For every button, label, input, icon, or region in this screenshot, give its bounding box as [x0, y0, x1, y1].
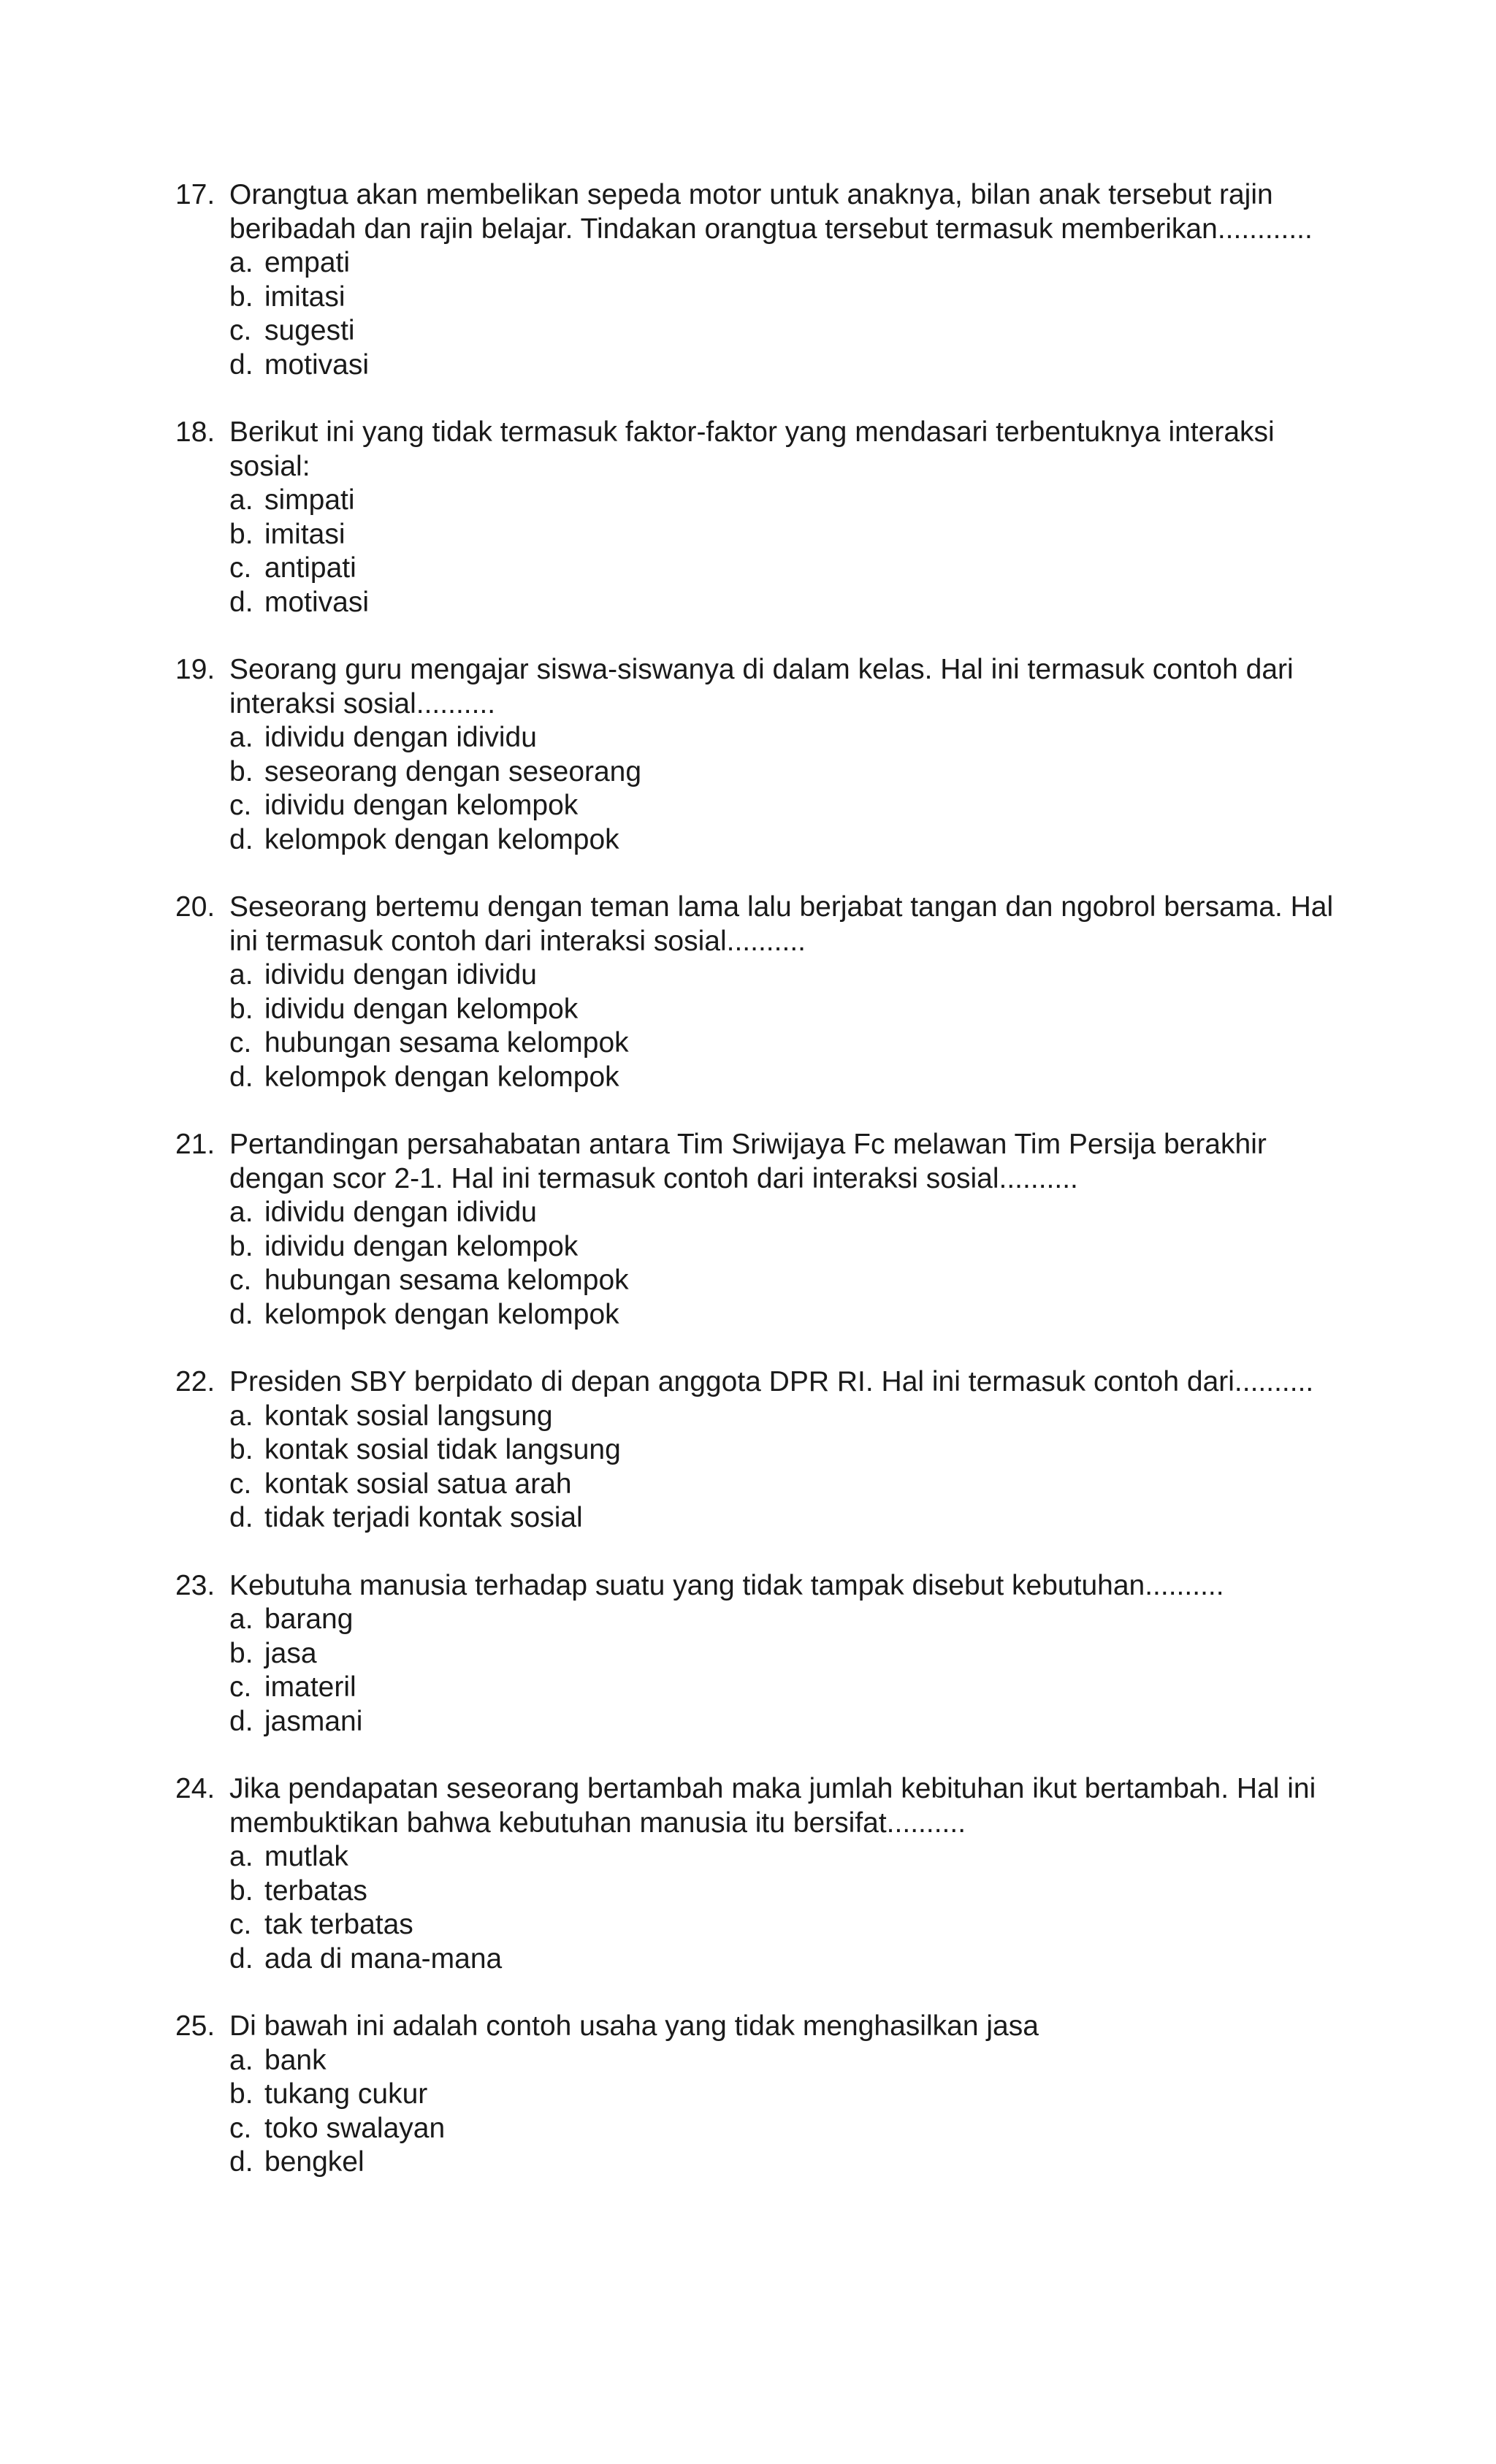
- question-text: Berikut ini yang tidak termasuk faktor-faktor yang mendasari terbentuknya interaksi sosial:: [229, 416, 1275, 482]
- option-c: [229, 1908, 1359, 1942]
- option-c: [229, 1264, 1359, 1298]
- option-text: hubungan sesama kelompok: [264, 1265, 629, 1296]
- option-b: [229, 1874, 1359, 1909]
- question-number: 25.: [175, 2010, 215, 2042]
- option-a: [229, 958, 1359, 993]
- option-list: [229, 1840, 1359, 1976]
- question-number: 17.: [175, 179, 215, 210]
- option-text: idividu dengan idividu: [264, 959, 537, 991]
- question-text: Presiden SBY berpidato di depan anggota DPR RI. Hal ini termasuk contoh dari..........: [229, 1366, 1314, 1397]
- option-text: bengkel: [264, 2146, 365, 2178]
- option-letter: d.: [229, 1298, 253, 1330]
- option-b: [229, 1637, 1359, 1671]
- option-letter: a.: [229, 1603, 253, 1635]
- question-number: 23.: [175, 1569, 215, 1601]
- option-text: kelompok dengan kelompok: [264, 1298, 619, 1330]
- question-22: [175, 1365, 1359, 1536]
- option-letter: c.: [229, 552, 252, 584]
- option-letter: a.: [229, 1841, 253, 1872]
- option-letter: b.: [229, 1230, 253, 1262]
- option-text: tak terbatas: [264, 1909, 413, 1940]
- question-number: 24.: [175, 1773, 215, 1804]
- option-letter: a.: [229, 1197, 253, 1228]
- option-b: [229, 1230, 1359, 1265]
- option-text: tukang cukur: [264, 2078, 428, 2110]
- option-text: terbatas: [264, 1874, 367, 1907]
- option-letter: b.: [229, 2078, 253, 2110]
- option-list: [229, 1400, 1359, 1536]
- option-letter: d.: [229, 1502, 253, 1533]
- option-b: [229, 281, 1359, 315]
- option-a: [229, 721, 1359, 755]
- option-letter: a.: [229, 2044, 253, 2076]
- option-letter: c.: [229, 790, 252, 821]
- option-text: simpati: [264, 484, 355, 516]
- option-d: [229, 1501, 1359, 1536]
- question-text: Seseorang bertemu dengan teman lama lalu berjabat tangan dan ngobrol bersama. Hal ini termasuk contoh dari interaksi sosial..........: [229, 891, 1334, 957]
- option-text: idividu dengan idividu: [264, 722, 537, 753]
- option-c: [229, 2112, 1359, 2146]
- option-d: [229, 2145, 1359, 2180]
- option-text: hubungan sesama kelompok: [264, 1027, 629, 1059]
- option-b: [229, 993, 1359, 1027]
- option-letter: a.: [229, 1400, 253, 1432]
- option-b: [229, 1433, 1359, 1468]
- question-text: Jika pendapatan seseorang bertambah maka jumlah kebituhan ikut bertambah. Hal ini membuktikan bahwa kebutuhan manusia itu bersifat..........: [229, 1773, 1316, 1839]
- option-c: [229, 1468, 1359, 1502]
- option-c: [229, 552, 1359, 586]
- option-text: sugesti: [264, 315, 355, 346]
- question-20: [175, 890, 1359, 1094]
- option-letter: d.: [229, 348, 253, 381]
- option-list: [229, 246, 1359, 382]
- option-d: [229, 348, 1359, 383]
- option-letter: a.: [229, 484, 253, 516]
- option-text: empati: [264, 247, 351, 278]
- option-text: kontak sosial tidak langsung: [264, 1434, 621, 1465]
- option-text: toko swalayan: [264, 2112, 446, 2144]
- option-letter: a.: [229, 247, 253, 278]
- option-a: [229, 246, 1359, 281]
- option-letter: b.: [229, 755, 253, 787]
- question-21: [175, 1128, 1359, 1332]
- option-text: mutlak: [264, 1841, 348, 1872]
- option-d: [229, 1942, 1359, 1977]
- option-text: jasmani: [264, 1705, 363, 1737]
- option-b: [229, 2078, 1359, 2112]
- option-letter: a.: [229, 959, 253, 991]
- option-text: imateril: [264, 1671, 356, 1703]
- option-d: [229, 1298, 1359, 1332]
- question-number: 22.: [175, 1366, 215, 1397]
- option-text: kelompok dengan kelompok: [264, 1061, 619, 1093]
- option-text: tidak terjadi kontak sosial: [264, 1502, 583, 1533]
- option-text: kontak sosial satua arah: [264, 1468, 572, 1500]
- option-letter: c.: [229, 1265, 252, 1296]
- option-letter: c.: [229, 1909, 252, 1940]
- option-text: jasa: [264, 1637, 317, 1669]
- option-letter: b.: [229, 1637, 253, 1669]
- question-text: Seorang guru mengajar siswa-siswanya di dalam kelas. Hal ini termasuk contoh dari interaksi sosial..........: [229, 654, 1294, 720]
- question-number: 21.: [175, 1129, 215, 1160]
- question-text: Di bawah ini adalah contoh usaha yang tidak menghasilkan jasa: [229, 2010, 1039, 2042]
- question-19: [175, 653, 1359, 857]
- option-list: [229, 1196, 1359, 1332]
- option-text: ada di mana-mana: [264, 1942, 503, 1975]
- question-text: Orangtua akan membelikan sepeda motor untuk anaknya, bilan anak tersebut rajin beribadah dan rajin belajar. Tindakan orangtua tersebut termasuk memberikan............: [229, 179, 1313, 245]
- option-a: [229, 2044, 1359, 2078]
- option-letter: d.: [229, 2146, 253, 2178]
- question-17: [175, 178, 1359, 382]
- option-letter: c.: [229, 1027, 252, 1059]
- option-letter: c.: [229, 2112, 252, 2144]
- option-a: [229, 1400, 1359, 1434]
- option-c: [229, 1671, 1359, 1705]
- option-text: motivasi: [264, 348, 370, 381]
- option-a: [229, 1603, 1359, 1637]
- question-25: [175, 2010, 1359, 2180]
- question-list: [175, 178, 1359, 2213]
- option-text: imitasi: [264, 518, 346, 550]
- option-letter: c.: [229, 315, 252, 346]
- option-text: idividu dengan kelompok: [264, 790, 579, 821]
- option-letter: d.: [229, 1705, 253, 1737]
- question-24: [175, 1772, 1359, 1976]
- question-number: 19.: [175, 654, 215, 685]
- option-letter: d.: [229, 1942, 253, 1975]
- question-text: Kebutuha manusia terhadap suatu yang tidak tampak disebut kebutuhan..........: [229, 1569, 1224, 1601]
- option-text: idividu dengan kelompok: [264, 1230, 579, 1262]
- option-c: [229, 789, 1359, 823]
- option-letter: b.: [229, 993, 253, 1025]
- option-d: [229, 586, 1359, 620]
- option-letter: b.: [229, 1874, 253, 1907]
- option-list: [229, 484, 1359, 619]
- option-d: [229, 1061, 1359, 1095]
- question-18: [175, 416, 1359, 619]
- option-list: [229, 721, 1359, 857]
- option-letter: d.: [229, 586, 253, 618]
- option-text: motivasi: [264, 586, 370, 618]
- option-text: idividu dengan idividu: [264, 1197, 537, 1228]
- option-a: [229, 1840, 1359, 1874]
- question-23: [175, 1569, 1359, 1739]
- option-letter: a.: [229, 722, 253, 753]
- option-text: seseorang dengan seseorang: [264, 755, 642, 787]
- option-letter: b.: [229, 1434, 253, 1465]
- option-list: [229, 2044, 1359, 2180]
- question-number: 18.: [175, 416, 215, 448]
- question-number: 20.: [175, 891, 215, 923]
- option-c: [229, 314, 1359, 348]
- option-letter: b.: [229, 281, 253, 313]
- option-text: bank: [264, 2044, 327, 2076]
- option-text: antipati: [264, 552, 356, 584]
- option-d: [229, 823, 1359, 858]
- option-text: idividu dengan kelompok: [264, 993, 579, 1025]
- option-b: [229, 755, 1359, 790]
- option-letter: d.: [229, 823, 253, 855]
- option-text: kelompok dengan kelompok: [264, 823, 619, 855]
- option-b: [229, 518, 1359, 552]
- option-d: [229, 1705, 1359, 1739]
- option-text: imitasi: [264, 281, 346, 313]
- question-text: Pertandingan persahabatan antara Tim Sriwijaya Fc melawan Tim Persija berakhir dengan scor 2-1. Hal ini termasuk contoh dari interaksi sosial..........: [229, 1129, 1267, 1194]
- option-a: [229, 1196, 1359, 1230]
- option-list: [229, 958, 1359, 1094]
- option-letter: c.: [229, 1468, 252, 1500]
- option-letter: b.: [229, 518, 253, 550]
- option-c: [229, 1026, 1359, 1061]
- option-text: kontak sosial langsung: [264, 1400, 553, 1432]
- option-letter: d.: [229, 1061, 253, 1093]
- option-a: [229, 484, 1359, 518]
- option-letter: c.: [229, 1671, 252, 1703]
- option-list: [229, 1603, 1359, 1739]
- option-text: barang: [264, 1603, 354, 1635]
